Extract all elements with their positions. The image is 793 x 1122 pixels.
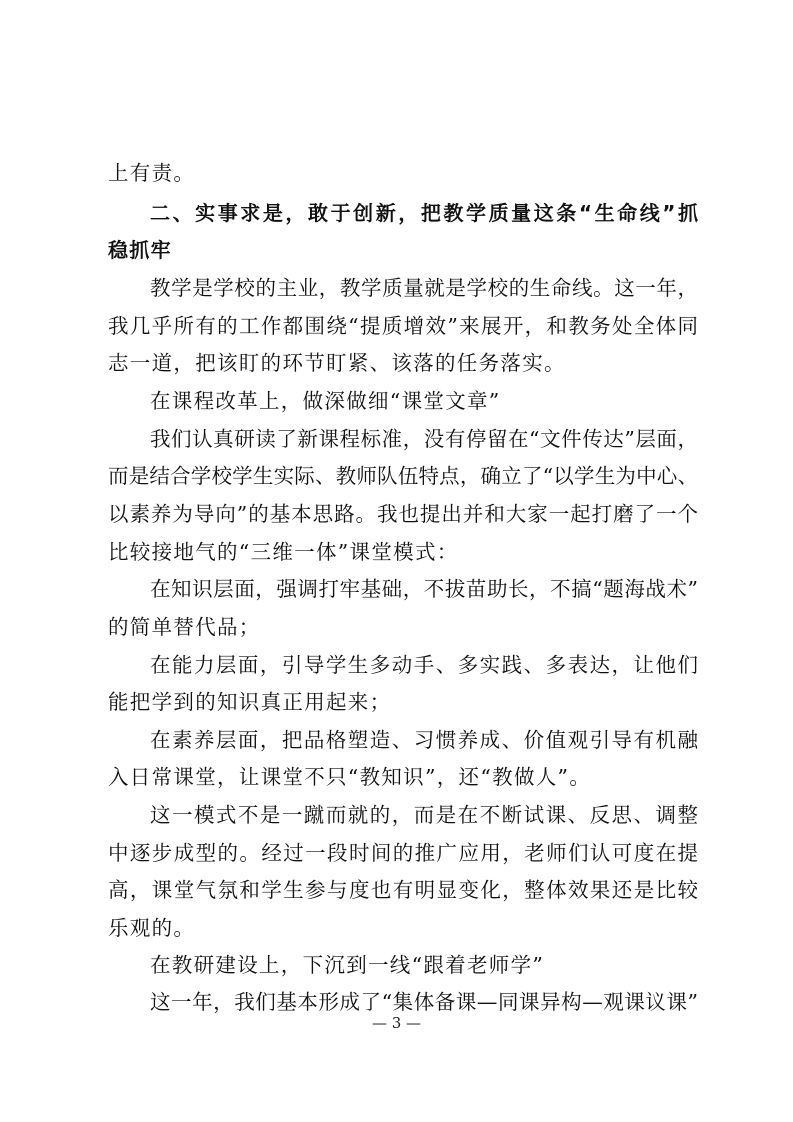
paragraph-line: 入日常课堂，让课堂不只“教知识”，还“教做人”。	[108, 765, 592, 789]
paragraph-line: 在能力层面，引导学生多动手、多实践、多表达，让他们	[150, 653, 698, 677]
paragraph-line: 上有责。	[108, 161, 196, 185]
paragraph-line: 比较接地气的“三维一体”课堂模式：	[108, 540, 459, 564]
paragraph-line: 能把学到的知识真正用起来；	[108, 690, 392, 714]
section-heading-line: 二、实事求是，敢于创新，把教学质量这条“生命线”抓	[150, 201, 698, 225]
subheading-line: 在课程改革上，做深做细“课堂文章”	[150, 389, 501, 413]
paragraph-line: 我几乎所有的工作都围绕“提质增效”来展开，和教务处全体同	[108, 314, 698, 338]
paragraph-line: 教学是学校的主业，教学质量就是学校的生命线。这一年，	[150, 276, 698, 300]
paragraph-line: 的简单替代品；	[108, 615, 261, 639]
paragraph-line: 在素养层面，把品格塑造、习惯养成、价值观引导有机融	[150, 728, 698, 752]
paragraph-line: 乐观的。	[108, 916, 196, 940]
paragraph-line: 在知识层面，强调打牢基础，不拔苗助长，不搞“题海战术”	[150, 577, 698, 601]
paragraph-line: 而是结合学校学生实际、教师队伍特点，确立了“以学生为中心、	[108, 464, 698, 488]
paragraph-line: 我们认真研读了新课程标准，没有停留在“文件传达”层面，	[150, 427, 698, 451]
paragraph-line: 以素养为导向”的基本思路。我也提出并和大家一起打磨了一个	[108, 502, 698, 526]
paragraph-line: 这一模式不是一蹴而就的，而是在不断试课、反思、调整	[150, 803, 698, 827]
paragraph-line: 高，课堂气氛和学生参与度也有明显变化，整体效果还是比较	[108, 878, 698, 902]
paragraph-line: 这一年，我们基本形成了“集体备课—同课异构—观课议课”	[150, 990, 698, 1014]
section-heading-line: 稳抓牢	[108, 238, 172, 262]
paragraph-line: 志一道，把该盯的环节盯紧、该落的任务落实。	[108, 351, 566, 375]
paragraph-line: 中逐步成型的。经过一段时间的推广应用，老师们认可度在提	[108, 841, 698, 865]
subheading-line: 在教研建设上，下沉到一线“跟着老师学”	[150, 953, 545, 977]
page-number: — 3 —	[371, 1014, 422, 1032]
